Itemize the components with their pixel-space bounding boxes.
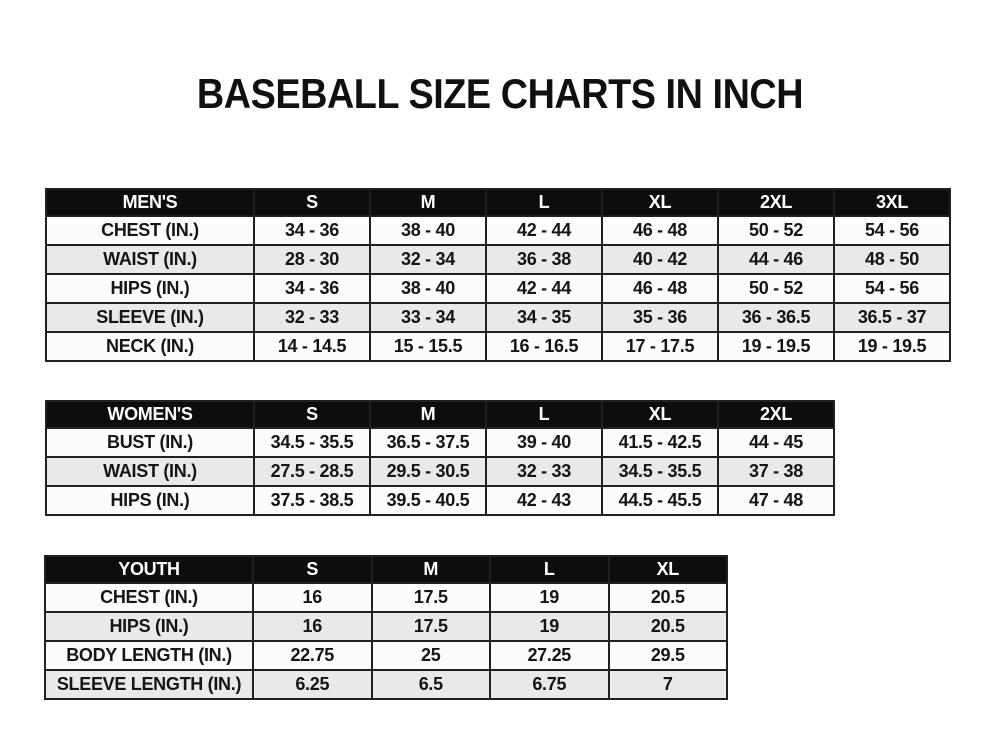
table-row <box>46 428 834 457</box>
column-header: S <box>254 401 370 428</box>
size-value-cell: 46 - 48 <box>602 216 718 245</box>
size-value-cell: 25 <box>372 641 491 670</box>
row-label: CHEST (IN.) <box>46 216 254 245</box>
size-value-cell: 38 - 40 <box>370 216 486 245</box>
table-row <box>45 670 727 699</box>
size-value-cell: 50 - 52 <box>718 274 834 303</box>
size-value-cell: 32 - 33 <box>486 457 602 486</box>
page-title: BASEBALL SIZE CHARTS IN INCH <box>196 70 804 117</box>
header-row <box>46 401 834 428</box>
row-label: BODY LENGTH (IN.) <box>45 641 253 670</box>
size-value-cell: 40 - 42 <box>602 245 718 274</box>
youth-size-table <box>44 555 728 700</box>
row-label: HIPS (IN.) <box>46 274 254 303</box>
size-value-cell: 39 - 40 <box>486 428 602 457</box>
size-value-cell: 42 - 43 <box>486 486 602 515</box>
group-header: WOMEN'S <box>46 401 254 428</box>
table-row <box>46 486 834 515</box>
womens-size-table <box>45 400 835 516</box>
size-value-cell: 37 - 38 <box>718 457 834 486</box>
size-value-cell: 20.5 <box>609 612 728 641</box>
row-label: HIPS (IN.) <box>45 612 253 641</box>
header-row <box>45 556 727 583</box>
column-header: L <box>490 556 609 583</box>
size-value-cell: 17.5 <box>372 612 491 641</box>
size-value-cell: 44 - 46 <box>718 245 834 274</box>
size-value-cell: 22.75 <box>253 641 372 670</box>
row-label: SLEEVE LENGTH (IN.) <box>45 670 253 699</box>
size-table <box>45 188 951 362</box>
size-value-cell: 44.5 - 45.5 <box>602 486 718 515</box>
size-value-cell: 29.5 <box>609 641 728 670</box>
group-header: YOUTH <box>45 556 253 583</box>
size-value-cell: 20.5 <box>609 583 728 612</box>
size-value-cell: 34 - 36 <box>254 216 370 245</box>
column-header: XL <box>609 556 728 583</box>
row-label: NECK (IN.) <box>46 332 254 361</box>
row-label: HIPS (IN.) <box>46 486 254 515</box>
column-header: M <box>372 556 491 583</box>
table-row <box>46 245 950 274</box>
table-row <box>45 641 727 670</box>
column-header: 2XL <box>718 401 834 428</box>
size-value-cell: 46 - 48 <box>602 274 718 303</box>
size-value-cell: 34.5 - 35.5 <box>254 428 370 457</box>
column-header: L <box>486 401 602 428</box>
size-value-cell: 54 - 56 <box>834 274 950 303</box>
size-value-cell: 17.5 <box>372 583 491 612</box>
size-value-cell: 29.5 - 30.5 <box>370 457 486 486</box>
size-value-cell: 35 - 36 <box>602 303 718 332</box>
size-value-cell: 6.5 <box>372 670 491 699</box>
size-value-cell: 41.5 - 42.5 <box>602 428 718 457</box>
size-value-cell: 7 <box>609 670 728 699</box>
size-value-cell: 47 - 48 <box>718 486 834 515</box>
column-header: XL <box>602 401 718 428</box>
size-value-cell: 44 - 45 <box>718 428 834 457</box>
size-table <box>45 400 835 516</box>
size-value-cell: 28 - 30 <box>254 245 370 274</box>
column-header: S <box>254 189 370 216</box>
table-row <box>45 583 727 612</box>
size-value-cell: 38 - 40 <box>370 274 486 303</box>
size-value-cell: 34 - 35 <box>486 303 602 332</box>
size-value-cell: 19 <box>490 583 609 612</box>
size-table <box>44 555 728 700</box>
size-value-cell: 34.5 - 35.5 <box>602 457 718 486</box>
size-value-cell: 36 - 38 <box>486 245 602 274</box>
mens-size-table <box>45 188 951 362</box>
size-value-cell: 19 - 19.5 <box>834 332 950 361</box>
size-value-cell: 27.25 <box>490 641 609 670</box>
column-header: XL <box>602 189 718 216</box>
table-row <box>46 332 950 361</box>
column-header: M <box>370 401 486 428</box>
size-value-cell: 16 <box>253 583 372 612</box>
size-value-cell: 14 - 14.5 <box>254 332 370 361</box>
row-label: SLEEVE (IN.) <box>46 303 254 332</box>
size-value-cell: 16 - 16.5 <box>486 332 602 361</box>
size-value-cell: 32 - 33 <box>254 303 370 332</box>
size-value-cell: 39.5 - 40.5 <box>370 486 486 515</box>
column-header: S <box>253 556 372 583</box>
table-row <box>45 612 727 641</box>
size-value-cell: 15 - 15.5 <box>370 332 486 361</box>
size-value-cell: 32 - 34 <box>370 245 486 274</box>
size-value-cell: 48 - 50 <box>834 245 950 274</box>
column-header: M <box>370 189 486 216</box>
size-value-cell: 36.5 - 37 <box>834 303 950 332</box>
size-value-cell: 16 <box>253 612 372 641</box>
size-value-cell: 50 - 52 <box>718 216 834 245</box>
size-value-cell: 33 - 34 <box>370 303 486 332</box>
table-row <box>46 274 950 303</box>
row-label: BUST (IN.) <box>46 428 254 457</box>
header-row <box>46 189 950 216</box>
table-row <box>46 457 834 486</box>
column-header: 3XL <box>834 189 950 216</box>
size-value-cell: 6.75 <box>490 670 609 699</box>
size-value-cell: 36.5 - 37.5 <box>370 428 486 457</box>
table-row <box>46 216 950 245</box>
size-value-cell: 36 - 36.5 <box>718 303 834 332</box>
size-value-cell: 54 - 56 <box>834 216 950 245</box>
size-value-cell: 6.25 <box>253 670 372 699</box>
row-label: WAIST (IN.) <box>46 457 254 486</box>
size-value-cell: 34 - 36 <box>254 274 370 303</box>
size-value-cell: 42 - 44 <box>486 216 602 245</box>
column-header: 2XL <box>718 189 834 216</box>
size-value-cell: 42 - 44 <box>486 274 602 303</box>
column-header: L <box>486 189 602 216</box>
size-value-cell: 27.5 - 28.5 <box>254 457 370 486</box>
row-label: WAIST (IN.) <box>46 245 254 274</box>
table-row <box>46 303 950 332</box>
size-value-cell: 19 - 19.5 <box>718 332 834 361</box>
group-header: MEN'S <box>46 189 254 216</box>
row-label: CHEST (IN.) <box>45 583 253 612</box>
size-value-cell: 17 - 17.5 <box>602 332 718 361</box>
size-value-cell: 19 <box>490 612 609 641</box>
size-value-cell: 37.5 - 38.5 <box>254 486 370 515</box>
